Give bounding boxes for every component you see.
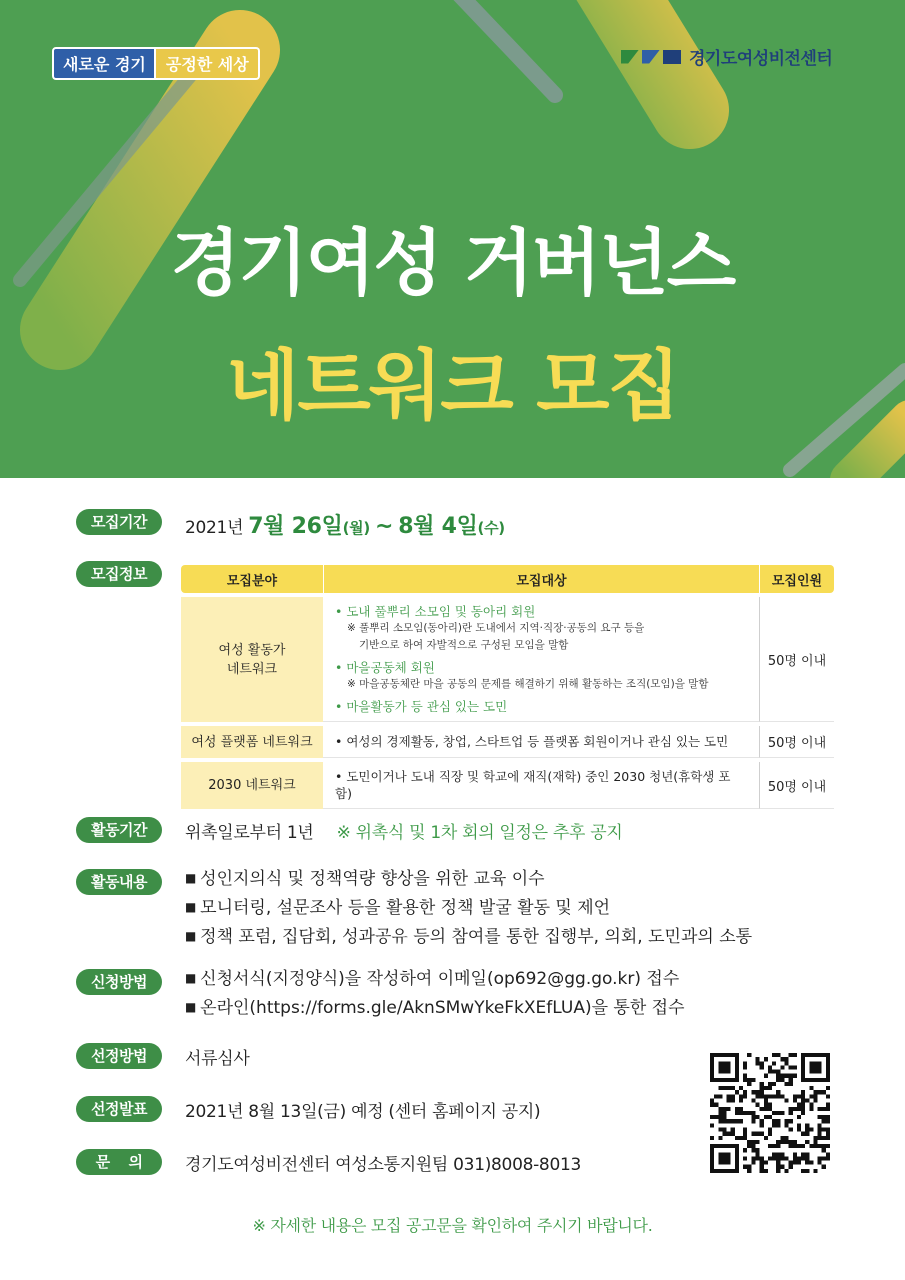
label-contact: 문 의 (76, 1149, 162, 1175)
period-value (185, 509, 505, 540)
target-item: • 마을공동체 회원 (335, 660, 435, 675)
target-note: ※ 마을공동체란 마을 공동의 문제를 해결하기 위해 활동하는 조직(모임)을 말함 (347, 678, 709, 690)
target-cell (323, 597, 759, 722)
table-header-row (181, 565, 834, 593)
activity-period-text: 위촉일로부터 1년 (185, 823, 314, 843)
footer-note: ※ 자세한 내용은 모집 공고문을 확인하여 주시기 바랍니다. (252, 1216, 653, 1235)
list-item: ■ 성인지의식 및 정책역량 향상을 위한 교육 이수 (185, 864, 752, 893)
table-header: 모집분야 (181, 565, 323, 593)
contact-value: 경기도여성비전센터 여성소통지원팀 031)8008-8013 (185, 1155, 582, 1175)
list-item: ■ 신청서식(지정양식)을 작성하여 이메일(op692@gg.go.kr) 접수 (185, 964, 685, 993)
activity-content-list (185, 864, 752, 951)
target-cell: • 여성의 경제활동, 창업, 스타트업 등 플랫폼 회원이거나 관심 있는 도민 (323, 726, 759, 758)
table-row (181, 726, 834, 758)
list-item: ■ 정책 포럼, 집담회, 성과공유 등의 참여를 통한 집행부, 의회, 도민과의 소통 (185, 922, 752, 951)
field-line: 네트워크 (226, 661, 278, 677)
list-item: ■ 모니터링, 설문조사 등을 활용한 정책 발굴 활동 및 제언 (185, 893, 752, 922)
logo-mark-icon (621, 50, 681, 64)
table-row (181, 597, 834, 722)
label-apply: 신청방법 (76, 969, 162, 995)
page-title-line1: 경기여성 거버넌스 (170, 221, 735, 305)
count-cell: 50명 이내 (759, 762, 834, 809)
slogan-left: 새로운 경기 (52, 47, 156, 80)
target-note: 기반으로 하여 자발적으로 구성된 모임을 말함 (359, 639, 569, 651)
label-announce: 선정발표 (76, 1096, 162, 1122)
label-selection: 선정방법 (76, 1043, 162, 1069)
activity-period-value (185, 818, 623, 843)
qr-code-icon[interactable] (710, 1053, 830, 1173)
target-item: • 마을활동가 등 관심 있는 도민 (335, 699, 508, 714)
target-note: ※ 풀뿌리 소모임(동아리)란 도내에서 지역·직장·공동의 요구 등을 (347, 622, 645, 634)
apply-list (185, 964, 685, 1022)
period-start-day: (월) (342, 519, 370, 537)
hero-banner (0, 0, 905, 478)
list-item: ■ 온라인(https://forms.gle/AknSMwYkeFkXEfLUA)을 통한 접수 (185, 993, 685, 1022)
table-header: 모집인원 (759, 565, 834, 593)
period-end-day: (수) (477, 519, 505, 537)
label-info: 모집정보 (76, 561, 162, 587)
period-start-date: 7월 26일 (248, 514, 343, 539)
field-cell: 여성 플랫폼 네트워크 (181, 726, 323, 758)
count-cell: 50명 이내 (759, 597, 834, 722)
table-header: 모집대상 (323, 565, 759, 593)
announce-value: 2021년 8월 13일(금) 예정 (센터 홈페이지 공지) (185, 1102, 541, 1122)
field-cell: 2030 네트워크 (181, 762, 323, 809)
field-cell (181, 597, 323, 722)
count-cell: 50명 이내 (759, 726, 834, 758)
target-cell: • 도민이거나 도내 직장 및 학교에 재직(재학) 중인 2030 청년(휴학생 포함) (323, 762, 759, 809)
label-activity-content: 활동내용 (76, 869, 162, 895)
target-item: • 도내 풀뿌리 소모임 및 동아리 회원 (335, 604, 536, 619)
org-name: 경기도여성비전센터 (689, 49, 833, 69)
label-activity-period: 활동기간 (76, 817, 162, 843)
table-row (181, 762, 834, 809)
selection-value: 서류심사 (185, 1049, 250, 1069)
period-end-date: 8월 4일 (398, 514, 478, 539)
org-logo (621, 44, 832, 69)
period-tilde: ~ (375, 514, 394, 539)
slogan-right: 공정한 세상 (156, 47, 260, 80)
field-line: 여성 활동가 (218, 642, 286, 658)
page-title-line2: 네트워크 모집 (226, 341, 679, 430)
period-year: 2021년 (185, 518, 244, 538)
label-period: 모집기간 (76, 509, 162, 535)
activity-period-note: ※ 위촉식 및 1차 회의 일정은 추후 공지 (336, 823, 623, 843)
slogan-badge (52, 47, 260, 80)
recruit-table (181, 561, 834, 813)
